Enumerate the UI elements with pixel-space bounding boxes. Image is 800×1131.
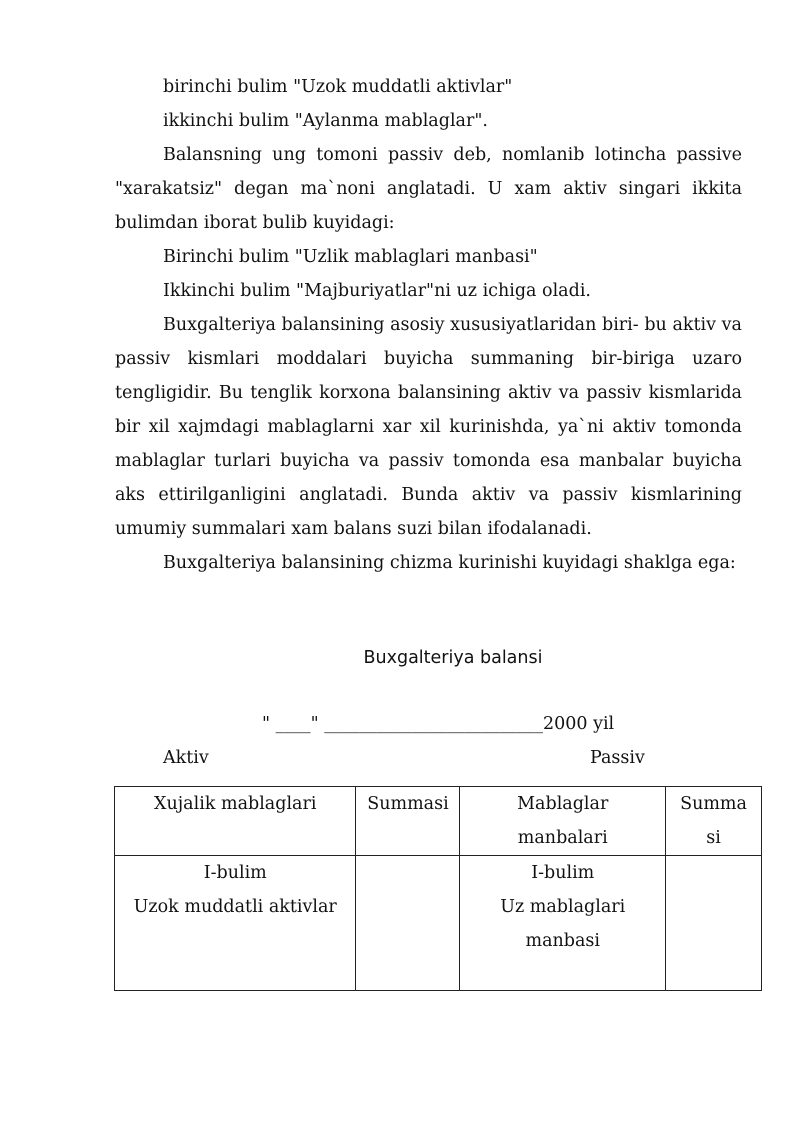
header-cell: Xujalik mablaglari <box>115 787 356 856</box>
table-header-row <box>115 787 762 856</box>
table-cell <box>356 856 460 991</box>
header-cell: Summasi <box>356 787 460 856</box>
paragraph: Buxgalteriya balansining asosiy xususiyatlaridan biri- bu aktiv va passiv kismlari moddalari buyicha summaning bir-biriga uzaro tengligidir. Bu tenglik korxona balansining aktiv va passiv kismlarida bir xil xajmdagi mablaglarni xar xil kurinishda, ya`ni aktiv tomonda mablaglar turlari buyicha va passiv tomonda esa manbalar buyicha aks ettirilganligini anglatadi. Bunda aktiv va passiv kismlarining umumiy summalari xam balans suzi bilan ifodalanadi. <box>115 315 742 539</box>
paragraph: Birinchi bulim "Uzlik mablaglari manbasi" <box>163 247 538 267</box>
table-cell: I-bulim Uz mablaglari manbasi <box>460 856 666 991</box>
paragraph: ikkinchi bulim "Aylanma mablaglar". <box>163 111 488 131</box>
balance-title <box>115 648 791 668</box>
aktiv-label: Aktiv <box>163 748 209 768</box>
paragraph: Ikkinchi bulim "Majburiyatlar"ni uz ichiga oladi. <box>163 281 591 301</box>
paragraph: birinchi bulim "Uzok muddatli aktivlar" <box>163 77 513 97</box>
table-cell: I-bulim Uzok muddatli aktivlar <box>115 856 356 991</box>
paragraph: Buxgalteriya balansining chizma kurinishi kuyidagi shaklga ega: <box>163 553 736 573</box>
balance-table <box>114 786 762 991</box>
paragraph: Balansning ung tomoni passiv deb, nomlanib lotincha passive "xarakatsiz" degan ma`noni anglatadi. U xam aktiv singari ikkita bulimdan iborat bulib kuyidagi: <box>115 145 742 233</box>
body-text <box>115 70 742 580</box>
passiv-label: Passiv <box>590 748 645 768</box>
date-line: " ____" _________________________2000 yil <box>262 714 615 734</box>
header-cell: Summa si <box>666 787 762 856</box>
header-cell: Mablaglar manbalari <box>460 787 666 856</box>
table-row <box>115 856 762 991</box>
balance-title-text: Buxgalteriya balansi <box>363 648 543 668</box>
table-cell <box>666 856 762 991</box>
